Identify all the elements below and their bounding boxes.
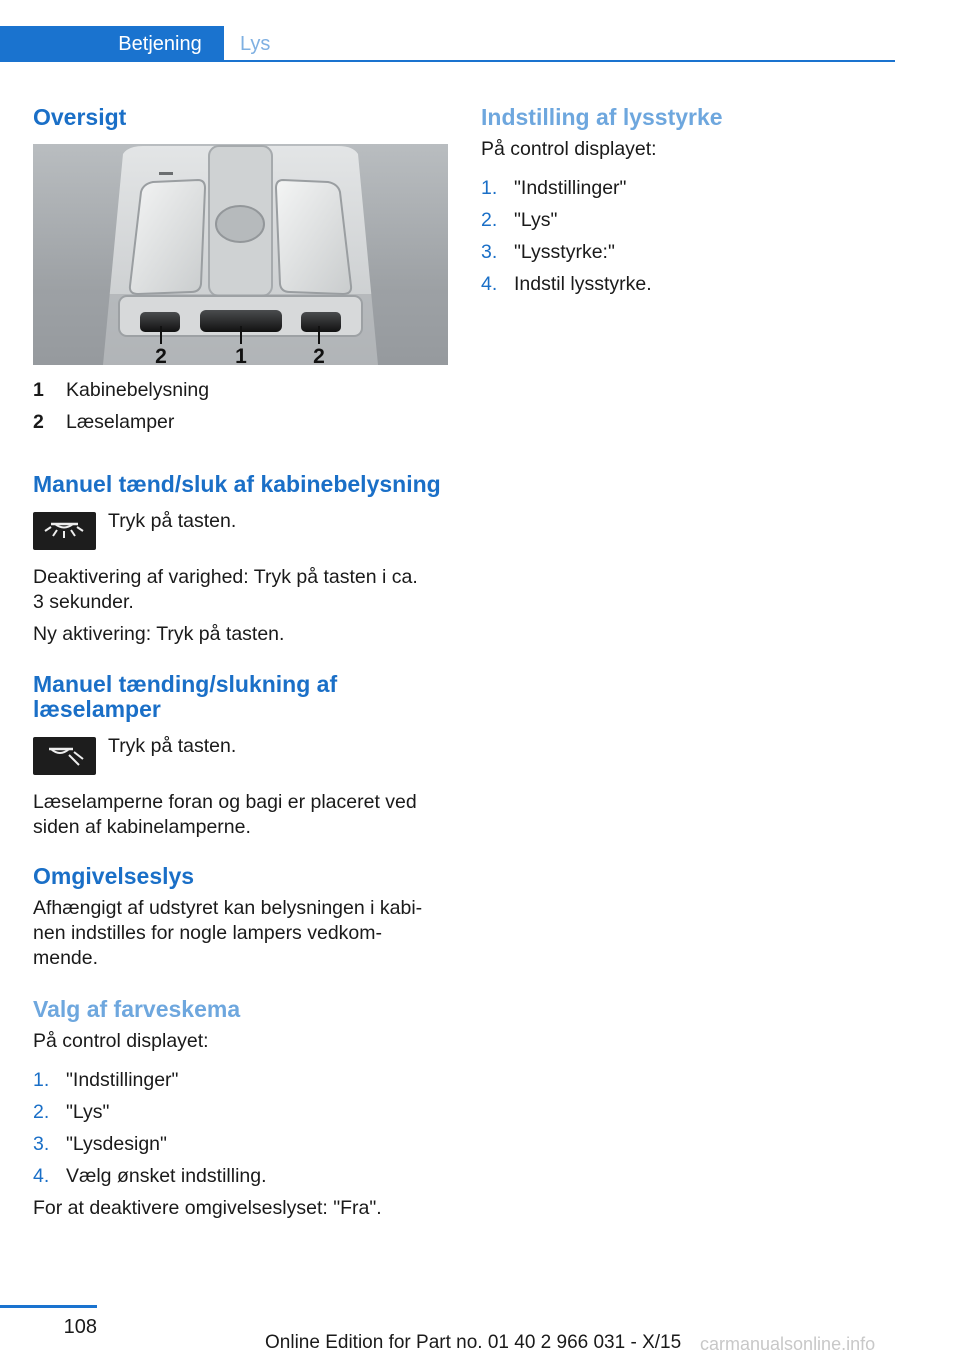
cabin-light-key-icon xyxy=(33,512,96,550)
list-text: "Indstillinger" xyxy=(514,177,627,199)
list-number: 2. xyxy=(33,1101,50,1123)
reading-lamps-title-line2: læselamper xyxy=(33,696,161,722)
list-text: Vælg ønsket indstilling. xyxy=(66,1165,267,1187)
list-number: 3. xyxy=(481,241,498,263)
cabin-reactivate: Ny aktivering: Tryk på tasten. xyxy=(33,623,285,645)
legend-number: 1 xyxy=(33,379,44,401)
figure-callout-center: 1 xyxy=(235,345,247,365)
legend-number: 2 xyxy=(33,411,44,433)
brightness-intro: På control displayet: xyxy=(481,138,657,160)
ambient-desc-line1: Afhængigt af udstyret kan belysningen i kabi‐ xyxy=(33,897,423,919)
header-bar xyxy=(0,26,895,62)
legend-label: Kabinebelysning xyxy=(66,379,210,401)
watermark: carmanualsonline.info xyxy=(700,1334,876,1354)
list-number: 2. xyxy=(481,209,498,231)
cabin-light-title: Manuel tænd/sluk af kabinebelysning xyxy=(33,471,441,497)
list-text: "Lysstyrke:" xyxy=(514,241,615,263)
list-text: "Lysdesign" xyxy=(66,1133,167,1155)
list-text: "Lys" xyxy=(514,209,558,231)
reading-lamp-key-icon xyxy=(33,737,96,775)
list-number: 1. xyxy=(33,1069,50,1091)
overview-title: Oversigt xyxy=(33,104,127,130)
edition-note: Online Edition for Part no. 01 40 2 966 031 - X/15 xyxy=(265,1332,682,1353)
legend-item xyxy=(33,377,448,403)
reading-lamps-title-line1: Manuel tænding/slukning af xyxy=(33,671,338,697)
reading-lamp-desc-line2: siden af kabinelamperne. xyxy=(33,816,251,838)
color-scheme-title: Valg af farveskema xyxy=(33,996,241,1022)
brightness-title: Indstilling af lysstyrke xyxy=(481,104,723,130)
overhead-console-figure xyxy=(33,144,448,365)
legend-item xyxy=(33,409,448,435)
list-number: 3. xyxy=(33,1133,50,1155)
footer-rule xyxy=(0,1305,97,1308)
reading-lamp-desc-line1: Læselamperne foran og bagi er placeret ved xyxy=(33,791,417,813)
color-scheme-intro: På control displayet: xyxy=(33,1030,209,1052)
figure-callout-right: 2 xyxy=(313,345,325,365)
list-text: "Indstillinger" xyxy=(66,1069,179,1091)
page-number: 108 xyxy=(63,1316,97,1338)
list-number: 1. xyxy=(481,177,498,199)
tab-chapter[interactable]: Betjening xyxy=(96,26,224,62)
header-accent-block xyxy=(0,26,96,62)
ambient-desc-line2: nen indstilles for nogle lampers vedkom‐ xyxy=(33,922,383,944)
list-text: Indstil lysstyrke. xyxy=(514,273,652,295)
list-text: "Lys" xyxy=(66,1101,110,1123)
header-rule xyxy=(0,60,895,62)
cabin-deactivate-line1: Deaktivering af varighed: Tryk på tasten i ca. xyxy=(33,566,418,588)
cabin-light-press: Tryk på tasten. xyxy=(108,510,237,532)
ambient-desc-line3: mende. xyxy=(33,947,99,969)
cabin-deactivate-line2: 3 sekunder. xyxy=(33,591,134,613)
list-number: 4. xyxy=(33,1165,50,1187)
reading-lamp-press: Tryk på tasten. xyxy=(108,735,237,757)
ambient-light-title: Omgivelseslys xyxy=(33,863,195,889)
figure-callout-left: 2 xyxy=(155,345,167,365)
list-number: 4. xyxy=(481,273,498,295)
legend-label: Læselamper xyxy=(66,411,175,433)
tab-section[interactable]: Lys xyxy=(240,32,271,55)
color-scheme-outro: For at deaktivere omgivelseslyset: "Fra". xyxy=(33,1197,382,1219)
